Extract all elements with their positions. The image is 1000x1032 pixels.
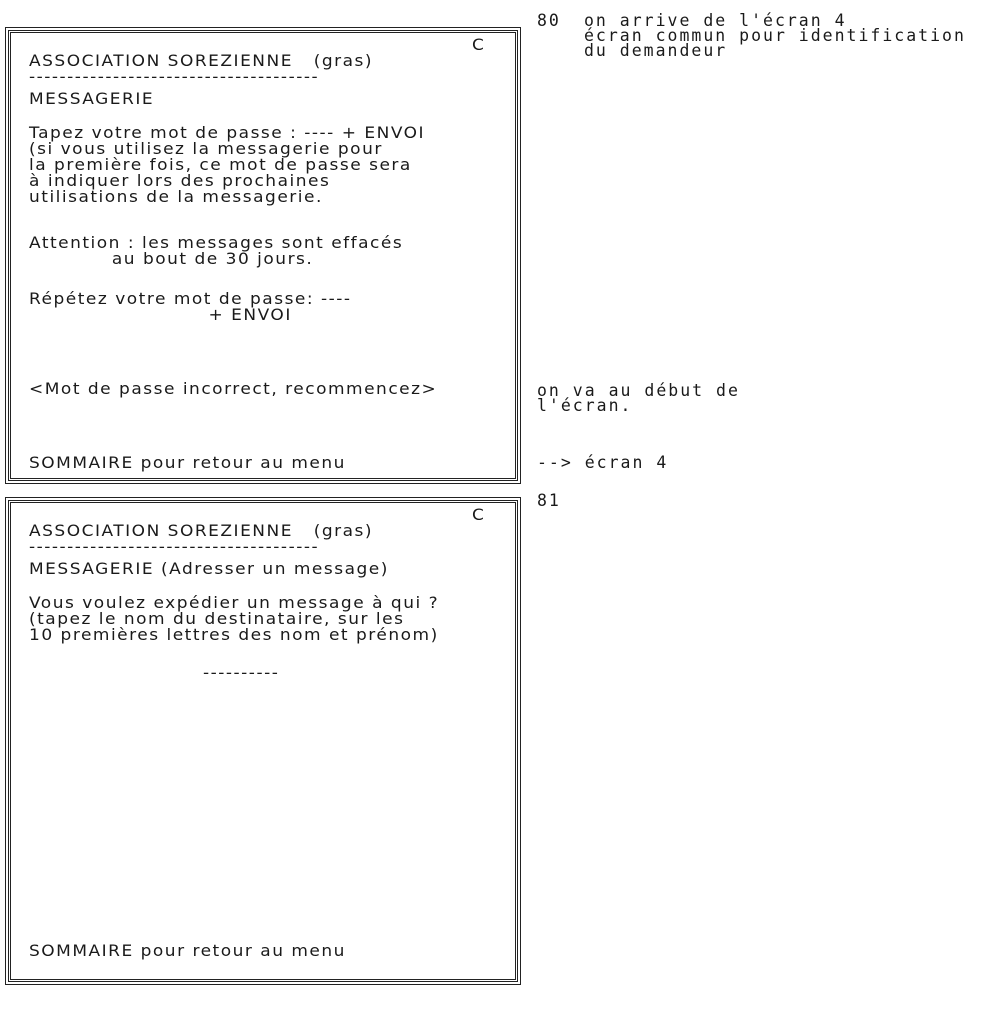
footer-sommaire[interactable]: SOMMAIRE pour retour au menu	[29, 454, 346, 473]
attention-line: Attention : les messages sont effacés	[29, 234, 404, 253]
screen-title: ASSOCIATION SOREZIENNE (gras)	[29, 52, 374, 71]
repeat-password-prompt[interactable]: Répétez votre mot de passe: ----	[29, 290, 352, 309]
title-separator: --------------------------------------	[29, 68, 320, 87]
password-prompt[interactable]: Tapez votre mot de passe : ---- + ENVOI	[29, 124, 426, 143]
error-message: <Mot de passe incorrect, recommencez>	[29, 380, 438, 399]
info-line: à indiquer lors des prochaines	[29, 172, 331, 191]
info-line: (tapez le nom du destinataire, sur les	[29, 610, 405, 629]
recipient-input[interactable]: ----------	[203, 664, 280, 683]
note-line: du demandeur	[584, 41, 728, 60]
screen-heading: MESSAGERIE (Adresser un message)	[29, 560, 389, 579]
screen-heading: MESSAGERIE	[29, 90, 155, 109]
screen-title: ASSOCIATION SOREZIENNE (gras)	[29, 522, 374, 541]
note-line: on va au début de	[537, 381, 740, 400]
attention-line: au bout de 30 jours.	[29, 250, 314, 269]
note-line: l'écran.	[537, 396, 633, 415]
corner-mark: C	[472, 506, 486, 525]
info-line: (si vous utilisez la messagerie pour	[29, 140, 383, 159]
title-separator: --------------------------------------	[29, 538, 320, 557]
screen-81-frame	[8, 500, 518, 982]
envoi-label: + ENVOI	[29, 306, 292, 325]
screen-number: 80	[537, 11, 561, 30]
footer-sommaire[interactable]: SOMMAIRE pour retour au menu	[29, 942, 346, 961]
note-line: écran commun pour identification	[584, 26, 966, 45]
screen-80-frame	[8, 30, 518, 481]
note-goto: --> écran 4	[537, 453, 669, 472]
screen-number: 81	[537, 491, 561, 510]
info-line: 10 premières lettres des nom et prénom)	[29, 626, 439, 645]
info-line: la première fois, ce mot de passe sera	[29, 156, 412, 175]
note-line: on arrive de l'écran 4	[584, 11, 847, 30]
info-line: utilisations de la messagerie.	[29, 188, 323, 207]
question-line: Vous voulez expédier un message à qui ?	[29, 594, 440, 613]
corner-mark: C	[472, 36, 486, 55]
